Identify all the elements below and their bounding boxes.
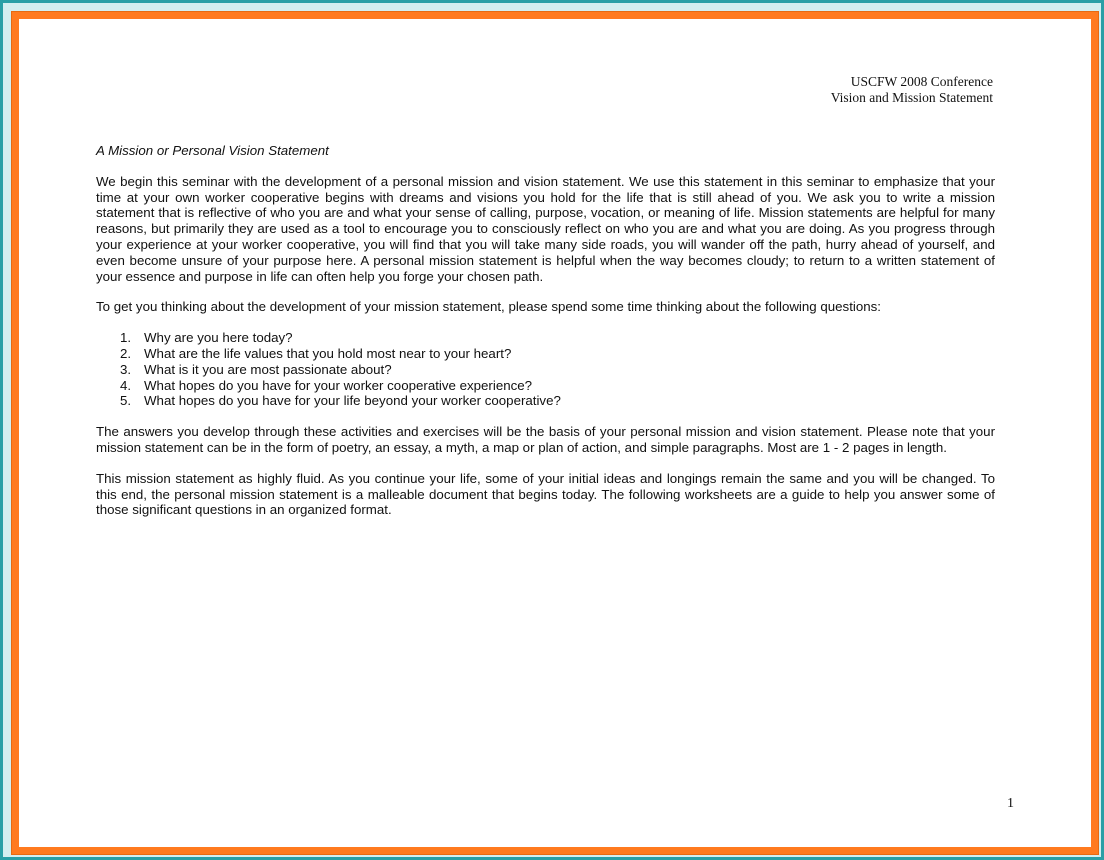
questions-list	[96, 330, 995, 409]
intro-paragraph: We begin this seminar with the development of a personal mission and vision statement. We use this statement in this seminar to emphasize that your time at your own worker cooperative begins with dreams and visions you hold for the life that is still ahead of you. We ask you to write a mission statement that is reflective of who you are and what your sense of calling, purpose, vocation, or meaning of life. Mission statements are helpful for many reasons, but primarily they are used as a tool to encourage you to consciously reflect on who you are and what you are doing. As you progress through your experience at your worker cooperative, you will find that you will take many side roads, you will wander off the path, hurry ahead of yourself, and even become unsure of your purpose here. A personal mission statement is helpful when the way becomes cloudy; to return to a written statement of your essence and purpose in life can often help you forge your chosen path.	[96, 173, 995, 284]
list-item	[96, 378, 995, 394]
question-text: Why are you here today?	[144, 330, 293, 346]
fluid-paragraph: This mission statement as highly fluid. As you continue your life, some of your initial ideas and longings remain the same and you will be changed. To this end, the personal mission statement is a malleable document that begins today. The following worksheets are a guide to help you answer some of those significant questions in an organized format.	[96, 470, 995, 518]
question-text: What is it you are most passionate about?	[144, 361, 392, 377]
page-number: 1	[1007, 796, 1014, 811]
questions-intro-paragraph: To get you thinking about the development of your mission statement, please spend some time thinking about the following questions:	[96, 299, 881, 315]
list-number: 5.	[120, 393, 132, 409]
question-text: What are the life values that you hold most near to your heart?	[144, 345, 512, 361]
list-number: 2.	[120, 345, 132, 361]
header-subtitle: Vision and Mission Statement	[830, 90, 993, 105]
list-number: 4.	[120, 377, 132, 393]
list-item	[96, 393, 995, 409]
page-header	[831, 74, 993, 106]
document-title: A Mission or Personal Vision Statement	[96, 143, 329, 158]
header-conference: USCFW 2008 Conference	[850, 74, 993, 89]
document-body	[96, 143, 995, 533]
outer-border	[3, 3, 1101, 857]
answers-paragraph: The answers you develop through these activities and exercises will be the basis of your personal mission and vision statement. Please note that your mission statement can be in the form of poetry, an essay, a myth, a map or plan of action, and simple paragraphs. Most are 1 - 2 pages in length.	[96, 424, 995, 455]
question-text: What hopes do you have for your life beyond your worker cooperative?	[144, 393, 561, 409]
question-text: What hopes do you have for your worker cooperative experience?	[144, 377, 533, 393]
list-item	[96, 330, 995, 346]
list-item	[96, 346, 995, 362]
list-item	[96, 362, 995, 378]
document-page	[19, 19, 1091, 847]
list-number: 1.	[120, 330, 132, 346]
list-number: 3.	[120, 361, 132, 377]
orange-frame	[11, 11, 1099, 855]
